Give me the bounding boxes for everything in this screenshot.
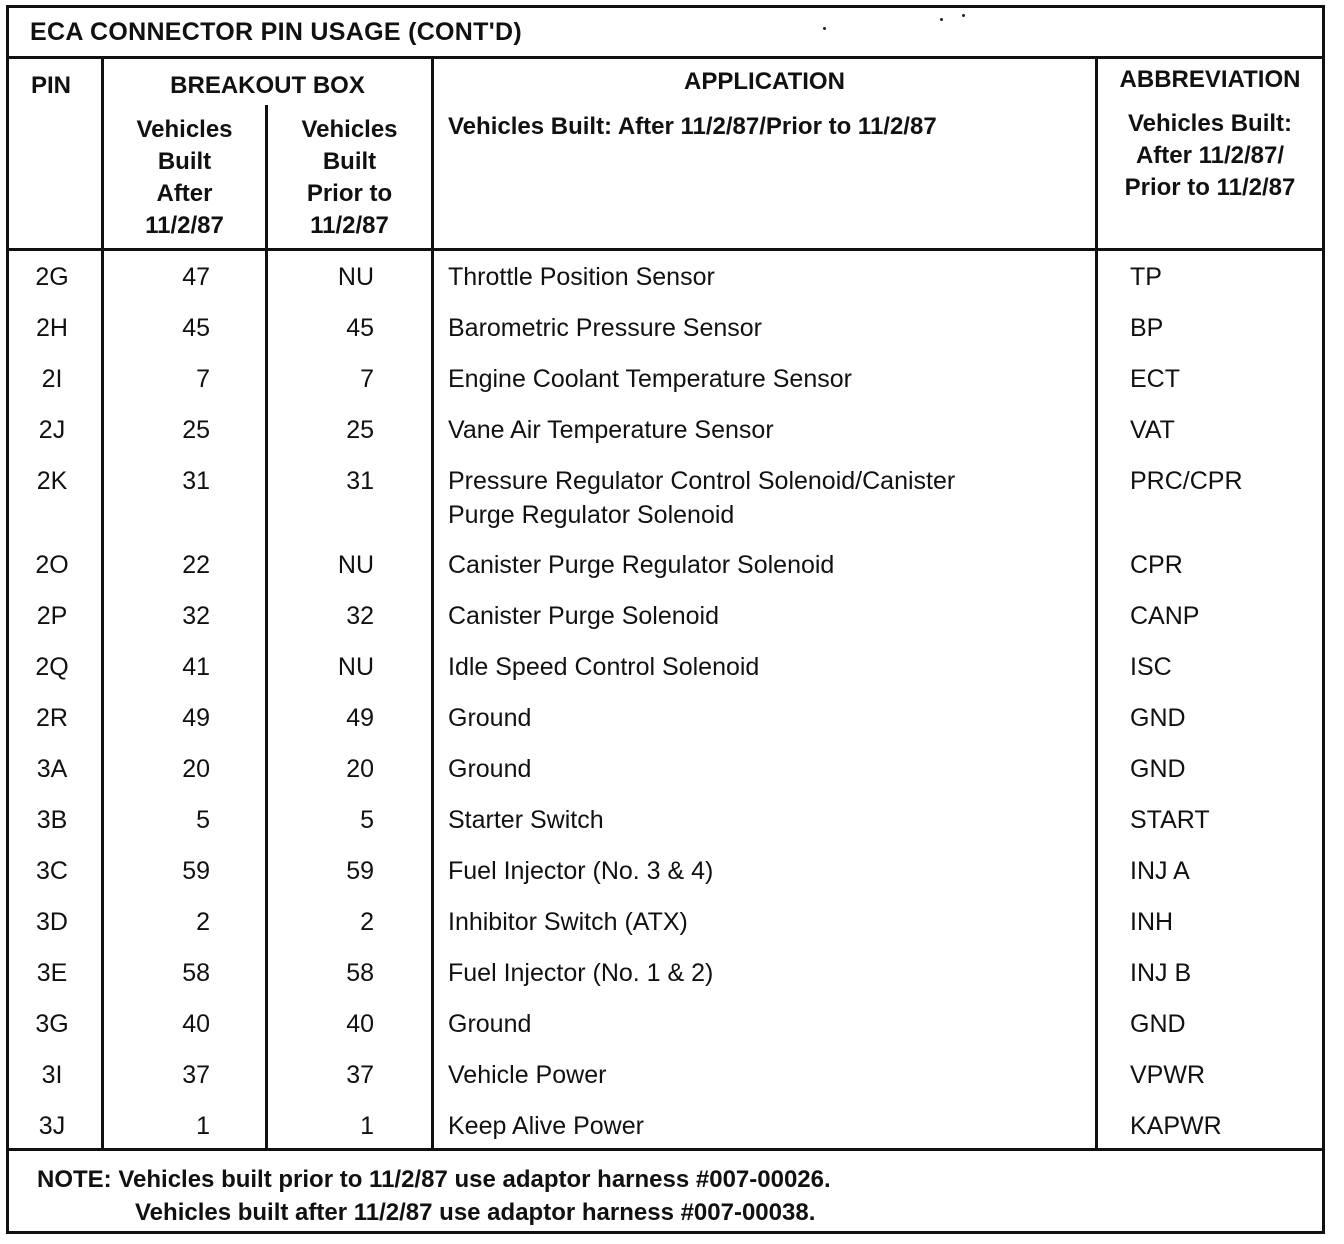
cell-after: 22	[182, 551, 210, 579]
header-abbreviation: ABBREVIATION	[1119, 66, 1301, 93]
cell-abbreviation: TP	[1130, 263, 1162, 291]
cell-prior: 40	[346, 1010, 374, 1038]
cell-after: 59	[182, 857, 210, 885]
cell-prior: 1	[360, 1112, 374, 1140]
cell-abbreviation: GND	[1130, 1010, 1186, 1038]
cell-after: 37	[182, 1061, 210, 1089]
cell-pin: 3E	[36, 959, 68, 987]
cell-abbreviation: ECT	[1130, 365, 1180, 393]
cell-abbreviation: CANP	[1130, 602, 1200, 630]
cell-abbreviation: START	[1130, 806, 1210, 834]
cell-abbreviation: CPR	[1130, 551, 1183, 579]
header-after-line: Built	[157, 148, 212, 175]
cell-abbreviation: VPWR	[1130, 1061, 1205, 1089]
cell-application: Ground	[448, 755, 532, 783]
header-after-line: 11/2/87	[145, 212, 224, 239]
cell-prior: 20	[346, 755, 374, 783]
cell-prior: NU	[337, 263, 374, 291]
cell-abbreviation: VAT	[1130, 416, 1175, 444]
cell-pin: 3J	[38, 1112, 66, 1140]
cell-application: Ground	[448, 1010, 532, 1038]
cell-after: 45	[182, 314, 210, 342]
scan-speck	[940, 18, 943, 21]
header-breakout-box: BREAKOUT BOX	[170, 72, 365, 99]
cell-after: 32	[182, 602, 210, 630]
cell-application-continued: Purge Regulator Solenoid	[448, 501, 735, 529]
header-after-line: After	[156, 180, 213, 207]
application-left-divider	[431, 56, 434, 1150]
cell-after: 47	[182, 263, 210, 291]
cell-after: 58	[182, 959, 210, 987]
scan-speck	[962, 14, 965, 17]
cell-prior: 5	[360, 806, 374, 834]
cell-pin: 2O	[35, 551, 69, 579]
cell-prior: NU	[337, 653, 374, 681]
cell-application: Ground	[448, 704, 532, 732]
cell-after: 25	[182, 416, 210, 444]
header-prior-line: Vehicles	[301, 116, 398, 143]
cell-after: 41	[182, 653, 210, 681]
title-divider	[6, 56, 1325, 59]
cell-pin: 3I	[41, 1061, 63, 1089]
cell-abbreviation: PRC/CPR	[1130, 467, 1243, 495]
header-abbreviation-line: Prior to 11/2/87	[1124, 174, 1296, 201]
cell-application: Keep Alive Power	[448, 1112, 644, 1140]
cell-pin: 2P	[36, 602, 68, 630]
header-prior-line: Prior to	[306, 180, 393, 207]
cell-pin: 2J	[38, 416, 66, 444]
header-after-line: Vehicles	[136, 116, 233, 143]
cell-application: Vane Air Temperature Sensor	[448, 416, 774, 444]
cell-abbreviation: ISC	[1130, 653, 1172, 681]
application-right-divider	[1095, 56, 1098, 1150]
cell-application: Barometric Pressure Sensor	[448, 314, 763, 342]
cell-abbreviation: INJ A	[1130, 857, 1190, 885]
header-application-sub: Vehicles Built: After 11/2/87/Prior to 11/2/87	[448, 113, 937, 140]
cell-pin: 3D	[36, 908, 68, 936]
header-divider	[6, 248, 1325, 251]
cell-prior: 59	[346, 857, 374, 885]
cell-pin: 2R	[36, 704, 68, 732]
cell-prior: 58	[346, 959, 374, 987]
breakout-divider	[265, 105, 268, 1150]
cell-application: Fuel Injector (No. 1 & 2)	[448, 959, 714, 987]
header-abbreviation-line: After 11/2/87/	[1135, 142, 1285, 169]
cell-prior: 37	[346, 1061, 374, 1089]
cell-application: Idle Speed Control Solenoid	[448, 653, 760, 681]
cell-prior: 45	[346, 314, 374, 342]
cell-application: Engine Coolant Temperature Sensor	[448, 365, 852, 393]
cell-abbreviation: GND	[1130, 704, 1186, 732]
cell-after: 40	[182, 1010, 210, 1038]
header-abbreviation-sub	[1098, 108, 1322, 204]
cell-pin: 2I	[41, 365, 63, 393]
cell-after: 5	[196, 806, 210, 834]
cell-pin: 3A	[36, 755, 68, 783]
cell-abbreviation: BP	[1130, 314, 1164, 342]
cell-application: Starter Switch	[448, 806, 604, 834]
cell-after: 1	[196, 1112, 210, 1140]
cell-after: 49	[182, 704, 210, 732]
header-prior-line: 11/2/87	[310, 212, 389, 239]
header-prior-col	[268, 114, 431, 242]
cell-abbreviation: INH	[1130, 908, 1174, 936]
header-application: APPLICATION	[684, 68, 845, 95]
cell-prior: 7	[360, 365, 374, 393]
cell-application: Fuel Injector (No. 3 & 4)	[448, 857, 714, 885]
note-divider	[6, 1148, 1325, 1151]
cell-pin: 2K	[36, 467, 68, 495]
cell-after: 2	[196, 908, 210, 936]
cell-prior: 31	[346, 467, 374, 495]
cell-application: Throttle Position Sensor	[448, 263, 715, 291]
page-title: ECA CONNECTOR PIN USAGE (CONT'D)	[30, 18, 522, 46]
cell-pin: 2G	[35, 263, 69, 291]
cell-application: Vehicle Power	[448, 1061, 607, 1089]
cell-pin: 2H	[36, 314, 68, 342]
cell-pin: 3G	[35, 1010, 69, 1038]
cell-prior: 25	[346, 416, 374, 444]
cell-pin: 3B	[36, 806, 68, 834]
cell-abbreviation: KAPWR	[1130, 1112, 1222, 1140]
cell-prior: 49	[346, 704, 374, 732]
scan-speck	[823, 27, 826, 30]
cell-after: 20	[182, 755, 210, 783]
note-line-1: NOTE: Vehicles built prior to 11/2/87 use adaptor harness #007-00026.	[37, 1166, 831, 1193]
note-line-2: Vehicles built after 11/2/87 use adaptor harness #007-00038.	[135, 1199, 816, 1226]
header-abbreviation-line: Vehicles Built:	[1127, 110, 1293, 137]
cell-after: 7	[196, 365, 210, 393]
header-pin: PIN	[30, 72, 71, 99]
cell-application: Canister Purge Solenoid	[448, 602, 719, 630]
cell-prior: 2	[360, 908, 374, 936]
cell-application: Canister Purge Regulator Solenoid	[448, 551, 835, 579]
cell-pin: 2Q	[35, 653, 69, 681]
cell-after: 31	[182, 467, 210, 495]
header-prior-line: Built	[322, 148, 377, 175]
header-after-col	[104, 114, 265, 242]
cell-abbreviation: INJ B	[1130, 959, 1192, 987]
cell-abbreviation: GND	[1130, 755, 1186, 783]
cell-prior: 32	[346, 602, 374, 630]
cell-application: Pressure Regulator Control Solenoid/Canister	[448, 467, 956, 495]
cell-application: Inhibitor Switch (ATX)	[448, 908, 688, 936]
cell-pin: 3C	[36, 857, 68, 885]
cell-prior: NU	[337, 551, 374, 579]
